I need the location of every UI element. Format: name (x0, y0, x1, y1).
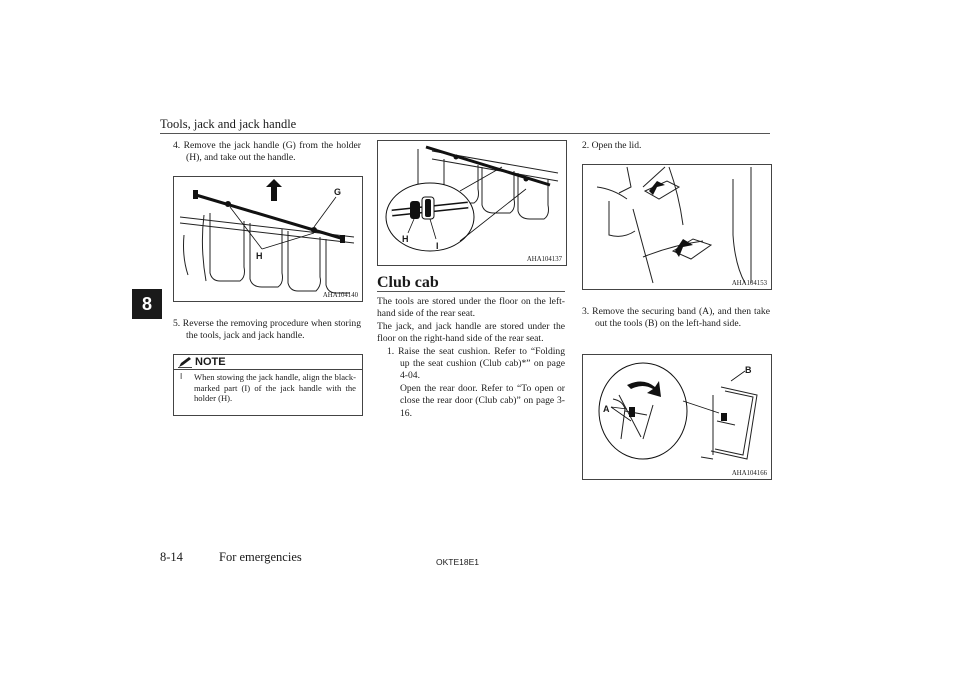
lid-illustration (583, 165, 771, 289)
step-5-text: 5. Reverse the removing procedure when storing the tools, jack and jack handle. (173, 318, 361, 342)
note-text: When stowing the jack handle, align the black-marked part (I) of the jack handle with the holder (H). (194, 372, 356, 404)
paragraph-jack-location: The jack, and jack handle are stored under the floor on the right-hand side of the rear seat. (377, 320, 565, 345)
securing-band-illustration (583, 355, 771, 479)
pencil-icon (178, 357, 192, 368)
chapter-tab: 8 (132, 289, 162, 319)
bullet-marker: l (180, 372, 183, 381)
step-4 (173, 140, 361, 165)
document-code: OKTE18E1 (436, 557, 479, 567)
label-h: H (256, 251, 263, 261)
figure-securing-band (582, 354, 772, 480)
note-title: NOTE (195, 356, 226, 368)
label-g: G (334, 187, 342, 197)
section-heading: Club cab (377, 274, 439, 291)
footer-section-title: For emergencies (219, 550, 302, 564)
step-5 (173, 318, 361, 343)
figure-code: AHA104153 (731, 280, 767, 287)
figure-black-marked-part (377, 140, 567, 266)
figure-jack-handle-holder (173, 176, 363, 302)
header-rule (160, 133, 770, 134)
step-3-text: 3. Remove the securing band (A), and then take out the tools (B) on the left-hand side. (582, 306, 770, 330)
label-h: H (402, 234, 409, 244)
step-4-text: 4. Remove the jack handle (G) from the holder (H), and take out the handle. (173, 140, 361, 164)
figure-code: AHA104166 (731, 470, 767, 477)
note-body (174, 370, 362, 409)
step-3 (582, 306, 770, 331)
paragraph-tools-location: The tools are stored under the floor on the left-hand side of the rear seat. (377, 296, 565, 320)
club-cab-body (377, 296, 565, 420)
figure-open-lid (582, 164, 772, 290)
note-box (173, 354, 363, 416)
running-header: Tools, jack and jack handle (160, 117, 297, 131)
step-1-open-door: Open the rear door. Refer to “To open or close the rear door (Club cab)” on page 3-16. (400, 382, 565, 419)
figure-code: AHA104140 (322, 292, 358, 299)
step-1-raise-seat: 1. Raise the seat cushion. Refer to “Folding up the seat cushion (Club cab)*” on page 4-04. (387, 345, 565, 382)
section-rule (377, 291, 565, 292)
label-b: B (745, 365, 752, 375)
holder-alignment-illustration (378, 141, 566, 265)
page-number: 8-14 (160, 550, 183, 564)
note-header (174, 355, 362, 370)
figure-code: AHA104137 (526, 256, 562, 263)
jack-handle-illustration (174, 177, 362, 301)
step-2 (582, 140, 770, 152)
step-2-text: 2. Open the lid. (582, 140, 642, 151)
label-i: I (436, 241, 439, 251)
label-a: A (603, 404, 610, 414)
